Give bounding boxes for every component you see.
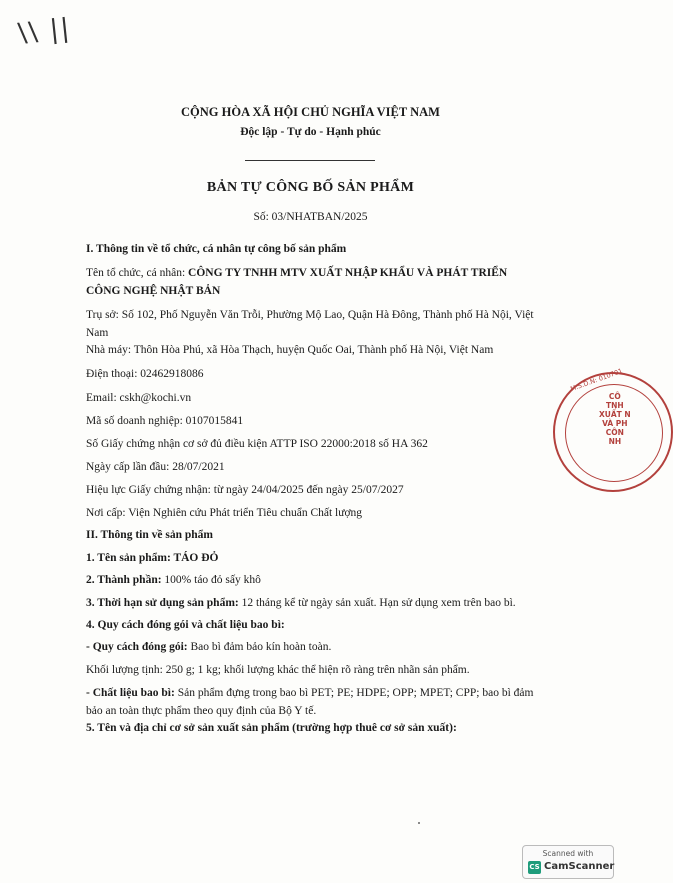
manufacturer-heading: 5. Tên và địa chỉ cơ sở sản xuất sản phẩm (trường hợp thuê cơ sở sản xuất): — [86, 722, 457, 734]
packing-label: - Quy cách đóng gói: — [86, 641, 191, 653]
factory: Nhà máy: Thôn Hòa Phú, xã Hòa Thạch, huyện Quốc Oai, Thành phố Hà Nội, Việt Nam — [86, 344, 494, 356]
seal-line: CÔN — [605, 428, 624, 437]
material-value: Sản phẩm đựng trong bao bì PET; PE; HDPE; OPP; MPET; CPP; bao bì đảm bảo an toàn thực phẩm theo quy định của Bộ Y tế. — [86, 687, 534, 717]
org-name — [86, 264, 536, 300]
camscanner-watermark — [522, 845, 614, 879]
divider — [245, 160, 375, 161]
seal-line: VÀ PH — [602, 419, 628, 428]
packaging-material — [86, 684, 536, 720]
org-label: Tên tổ chức, cá nhân: — [86, 267, 189, 279]
tax-code: Mã số doanh nghiệp: 0107015841 — [86, 415, 244, 427]
document-title: BẢN TỰ CÔNG BỐ SẢN PHẨM — [206, 180, 415, 195]
email: Email: cskh@kochi.vn — [86, 392, 192, 404]
shelf-life — [86, 597, 516, 609]
company-seal — [553, 366, 673, 492]
seal-line: XUẤT N — [599, 410, 631, 419]
packing-value: Bao bì đảm bảo kín hoàn toàn. — [190, 641, 332, 653]
org-value: CÔNG TY TNHH MTV XUẤT NHẬP KHẨU VÀ PHÁT TRIỂN CÔNG NGHỆ NHẬT BẢN — [86, 267, 508, 297]
certificate: Số Giấy chứng nhận cơ sở đủ điều kiện ATTP ISO 22000:2018 số HA 362 — [86, 438, 428, 450]
handwritten-mark: \\ || — [16, 13, 73, 49]
validity: Hiệu lực Giấy chứng nhận: từ ngày 24/04/2025 đến ngày 25/07/2027 — [86, 484, 404, 496]
issuer: Nơi cấp: Viện Nghiên cứu Phát triển Tiêu chuẩn Chất lượng — [86, 507, 363, 519]
product-name — [86, 552, 219, 564]
seal-text — [599, 392, 631, 446]
product-name-label: 1. Tên sản phẩm: — [86, 552, 174, 564]
camscanner-logo-icon: CS — [528, 861, 541, 874]
packaging-heading: 4. Quy cách đóng gói và chất liệu bao bì: — [86, 619, 285, 631]
ingredients-value: 100% táo đỏ sấy khô — [164, 574, 261, 586]
section-1-heading: I. Thông tin về tổ chức, cá nhân tự công bố sản phẩm — [86, 243, 347, 255]
packing-spec — [86, 641, 331, 653]
seal-line: NH — [608, 437, 622, 446]
ingredients-label: 2. Thành phần: — [86, 574, 165, 586]
net-weight: Khối lượng tịnh: 250 g; 1 kg; khối lượng khác thể hiện rõ ràng trên nhãn sản phẩm. — [86, 664, 470, 676]
ingredients — [86, 574, 261, 586]
seal-line: TNH — [606, 401, 624, 410]
nation-heading: CỘNG HÒA XÃ HỘI CHỦ NGHĨA VIỆT NAM — [181, 105, 440, 119]
section-2-heading: II. Thông tin về sản phẩm — [86, 529, 213, 541]
document-number: Số: 03/NHATBAN/2025 — [253, 211, 368, 223]
camscanner-name: CamScanner — [544, 861, 615, 872]
scanned-with-caption: Scanned with — [542, 849, 594, 858]
shelf-life-value: 12 tháng kể từ ngày sản xuất. Hạn sử dụng xem trên bao bì. — [241, 597, 516, 609]
shelf-life-label: 3. Thời hạn sử dụng sản phẩm: — [86, 597, 242, 609]
headquarters: Trụ sở: Số 102, Phố Nguyễn Văn Trỗi, Phường Mộ Lao, Quận Hà Đông, Thành phố Hà Nội, Việt Nam — [86, 309, 534, 339]
issue-date: Ngày cấp lần đầu: 28/07/2021 — [86, 461, 225, 473]
motto: Độc lập - Tự do - Hạnh phúc — [240, 126, 381, 138]
speck — [418, 822, 420, 824]
material-label: - Chất liệu bao bì: — [86, 687, 178, 699]
product-name-value: TÁO ĐỎ — [173, 552, 219, 564]
seal-ring-text: M.S.D.N: 010701 — [569, 366, 624, 394]
seal-line: CÔ — [608, 392, 621, 401]
phone: Điện thoại: 02462918086 — [86, 368, 204, 380]
